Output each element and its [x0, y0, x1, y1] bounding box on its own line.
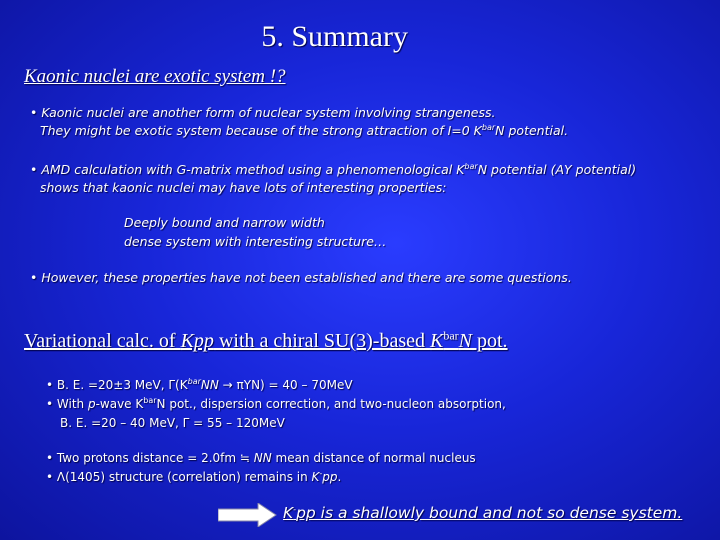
right-arrow-icon	[218, 503, 278, 527]
sub-points: Deeply bound and narrow width dense system with interesting structure…	[124, 215, 387, 249]
bullet-3: • However, these properties have not been established and there are some questions.	[30, 270, 572, 285]
conclusion: K-pp is a shallowly bound and not so dense system.	[283, 504, 683, 522]
result-list-1: • B. E. =20±3 MeV, $\Gamma(K^{bar}NN \to \pi YN) = 40 - 70MeV$ • With p-wave $K^{bar}N$ pot., dispersion correction, and two-nucleon absorption, B. E. =20 – 40 MeV, Γ = 55 – 120MeV	[46, 377, 506, 430]
section2-heading: Variational calc. of Kpp with a chiral SU(3)-based $K^{bar}N$ pot.	[24, 328, 508, 352]
slide-title: 5. Summary	[261, 20, 408, 53]
result-list-2: • Two protons distance = 2.0fm ≒ NN mean distance of normal nucleus • Λ(1405) structure (correlation) remains in K-pp.	[46, 451, 476, 484]
bullet-2: • AMD calculation with G-matrix method using a phenomenological $K^{bar}N$ potential (AY potential) shows that kaonic nuclei may have lots of interesting properties:	[30, 161, 637, 195]
section1-heading: Kaonic nuclei are exotic system !?	[24, 66, 286, 87]
bullet-1: • Kaonic nuclei are another form of nuclear system involving strangeness. They might be exotic system because of the strong attraction of I=0 $K^{bar}N$ potential.	[30, 105, 569, 138]
